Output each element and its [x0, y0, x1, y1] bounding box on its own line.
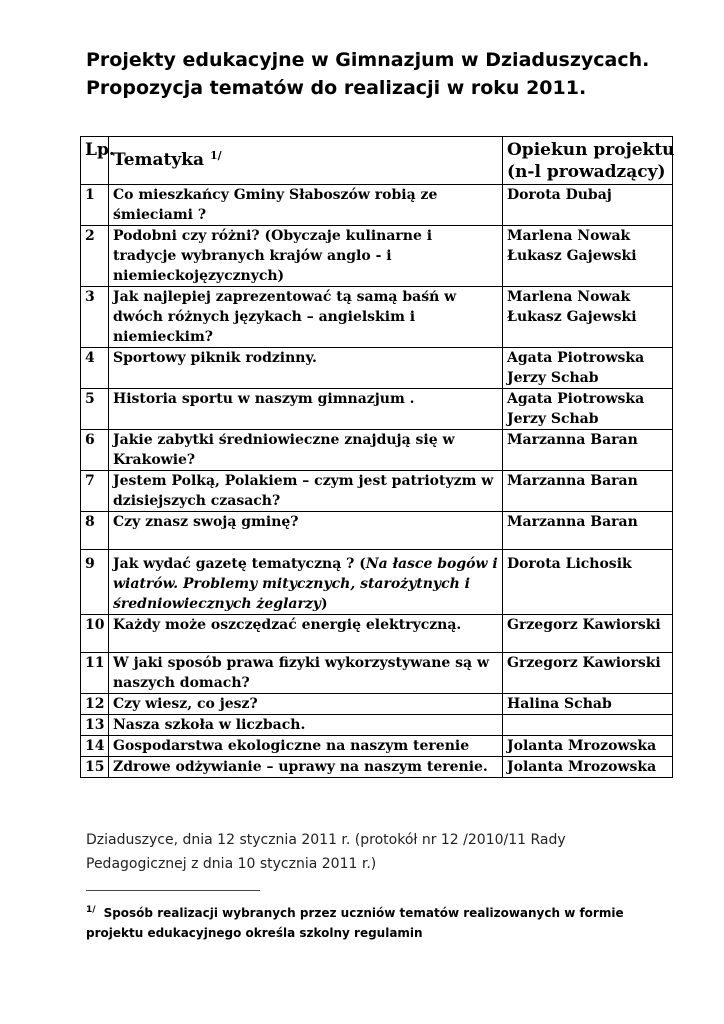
row-mentor: [503, 736, 673, 757]
row-topic: Co mieszkańcy Gminy Słaboszów robią ze śmieciami ?: [109, 185, 503, 226]
row-mentor: [503, 287, 673, 348]
table-row: [81, 715, 673, 736]
header-mentor-line2: (n-l prowadzący): [507, 162, 666, 182]
row-mentor: [503, 389, 673, 430]
footnote-divider: [86, 890, 260, 891]
row-number: 9: [81, 550, 109, 615]
mentor-name: Łukasz Gajewski: [507, 309, 637, 325]
row-topic: Każdy może oszczędzać energię elektryczną.: [109, 615, 503, 653]
row-mentor: [503, 757, 673, 778]
mentor-name: Dorota Lichosik: [507, 556, 632, 572]
table-row: [81, 348, 673, 389]
footnote: [86, 900, 686, 943]
mentor-name: Marlena Nowak: [507, 228, 631, 244]
row-topic: Sportowy piknik rodzinny.: [109, 348, 503, 389]
table-row: [81, 736, 673, 757]
footnote-line-2: projektu edukacyjnego określa szkolny regulamin: [86, 926, 423, 940]
table-row: [81, 185, 673, 226]
table-row: [81, 512, 673, 550]
mentor-name: Jerzy Schab: [507, 370, 599, 386]
mentor-name: Grzegorz Kawiorski: [507, 655, 661, 671]
row-topic: Czy znasz swoją gminę?: [109, 512, 503, 550]
row-topic: [109, 550, 503, 615]
row-topic: Jestem Polką, Polakiem – czym jest patriotyzm w dzisiejszych czasach?: [109, 471, 503, 512]
mentor-name: Halina Schab: [507, 696, 612, 712]
topic-italic: Na łasce bogów i wiatrów. Problemy mitycznych, starożytnych i średniowiecznych żeglarzy: [113, 556, 498, 612]
mentor-name: Marzanna Baran: [507, 473, 638, 489]
topic-suffix: ): [320, 596, 328, 612]
footnote-number: 1/: [86, 905, 96, 915]
row-number: 5: [81, 389, 109, 430]
table-body: [81, 185, 673, 778]
mentor-name: Grzegorz Kawiorski: [507, 617, 661, 633]
mentor-name: Jerzy Schab: [507, 411, 599, 427]
row-mentor: [503, 512, 673, 550]
row-topic: Jak najlepiej zaprezentować tą samą baśń w dwóch różnych językach – angielskim i niemieckim?: [109, 287, 503, 348]
row-mentor: [503, 471, 673, 512]
footnote-line-1: [86, 900, 686, 923]
row-topic: Historia sportu w naszym gimnazjum .: [109, 389, 503, 430]
row-number: 7: [81, 471, 109, 512]
footer-line-2: Pedagogicznej z dnia 10 stycznia 2011 r.): [86, 856, 377, 872]
row-mentor: [503, 694, 673, 715]
row-number: 15: [81, 757, 109, 778]
header-lp: [81, 137, 115, 185]
row-mentor: [503, 226, 673, 287]
row-number: 1: [81, 185, 109, 226]
row-number: 4: [81, 348, 109, 389]
row-mentor: [503, 550, 673, 615]
document-title: [86, 46, 686, 102]
row-mentor: [503, 615, 673, 653]
title-line-2: Propozycja tematów do realizacji w roku 2011.: [86, 77, 587, 99]
row-number: 2: [81, 226, 109, 287]
table-row: [81, 471, 673, 512]
row-topic: Nasza szkoła w liczbach.: [109, 715, 503, 736]
mentor-name: Agata Piotrowska: [507, 391, 645, 407]
row-mentor: [503, 653, 673, 694]
table-row: [81, 550, 673, 615]
header-lp-label: Lp.: [85, 140, 115, 160]
table-row: [81, 615, 673, 653]
row-number: 11: [81, 653, 109, 694]
mentor-name: Dorota Dubaj: [507, 187, 612, 203]
row-number: 8: [81, 512, 109, 550]
mentor-name: Jolanta Mrozowska: [507, 759, 657, 775]
table-row: [81, 430, 673, 471]
mentor-name: Agata Piotrowska: [507, 350, 645, 366]
row-topic: Gospodarstwa ekologiczne na naszym terenie: [109, 736, 503, 757]
row-topic: Czy wiesz, co jesz?: [109, 694, 503, 715]
row-mentor: [503, 715, 673, 736]
mentor-name: Łukasz Gajewski: [507, 248, 637, 264]
mentor-name: Marzanna Baran: [507, 514, 638, 530]
row-mentor: [503, 348, 673, 389]
row-number: 6: [81, 430, 109, 471]
row-number: 13: [81, 715, 109, 736]
row-number: 3: [81, 287, 109, 348]
footnote-text-1: Sposób realizacji wybranych przez uczniów tematów realizowanych w formie: [103, 906, 624, 920]
row-number: 10: [81, 615, 109, 653]
table-row: [81, 653, 673, 694]
mentor-name: Marzanna Baran: [507, 432, 638, 448]
row-number: 14: [81, 736, 109, 757]
table-row: [81, 757, 673, 778]
table-row: [81, 226, 673, 287]
table-row: [81, 287, 673, 348]
table-row: [81, 694, 673, 715]
header-mentor: [503, 137, 673, 185]
row-topic: Jakie zabytki średniowieczne znajdują się w Krakowie?: [109, 430, 503, 471]
footer-note: [86, 828, 686, 876]
title-line-1: Projekty edukacyjne w Gimnazjum w Dziaduszycach.: [86, 49, 650, 71]
row-mentor: [503, 185, 673, 226]
row-number: 12: [81, 694, 109, 715]
row-topic: Podobni czy różni? (Obyczaje kulinarne i tradycje wybranych krajów anglo - i niemieckojęzycznych): [109, 226, 503, 287]
footer-line-1: Dziaduszyce, dnia 12 stycznia 2011 r. (protokół nr 12 /2010/11 Rady: [86, 832, 566, 848]
table-row: [81, 389, 673, 430]
mentor-name: Jolanta Mrozowska: [507, 738, 657, 754]
topic-prefix: Jak wydać gazetę tematyczną ? (: [113, 556, 366, 572]
header-topic: [109, 137, 503, 185]
mentor-name: Marlena Nowak: [507, 289, 631, 305]
row-topic: Zdrowe odżywianie – uprawy na naszym terenie.: [109, 757, 503, 778]
projects-table: [80, 136, 673, 778]
row-topic: W jaki sposób prawa fizyki wykorzystywane są w naszych domach?: [109, 653, 503, 694]
header-mentor-line1: Opiekun projektu: [507, 140, 675, 160]
footnote-marker: 1/: [209, 149, 222, 162]
header-topic-label: Tematyka: [113, 150, 205, 170]
table-header-row: [81, 137, 673, 185]
row-mentor: [503, 430, 673, 471]
